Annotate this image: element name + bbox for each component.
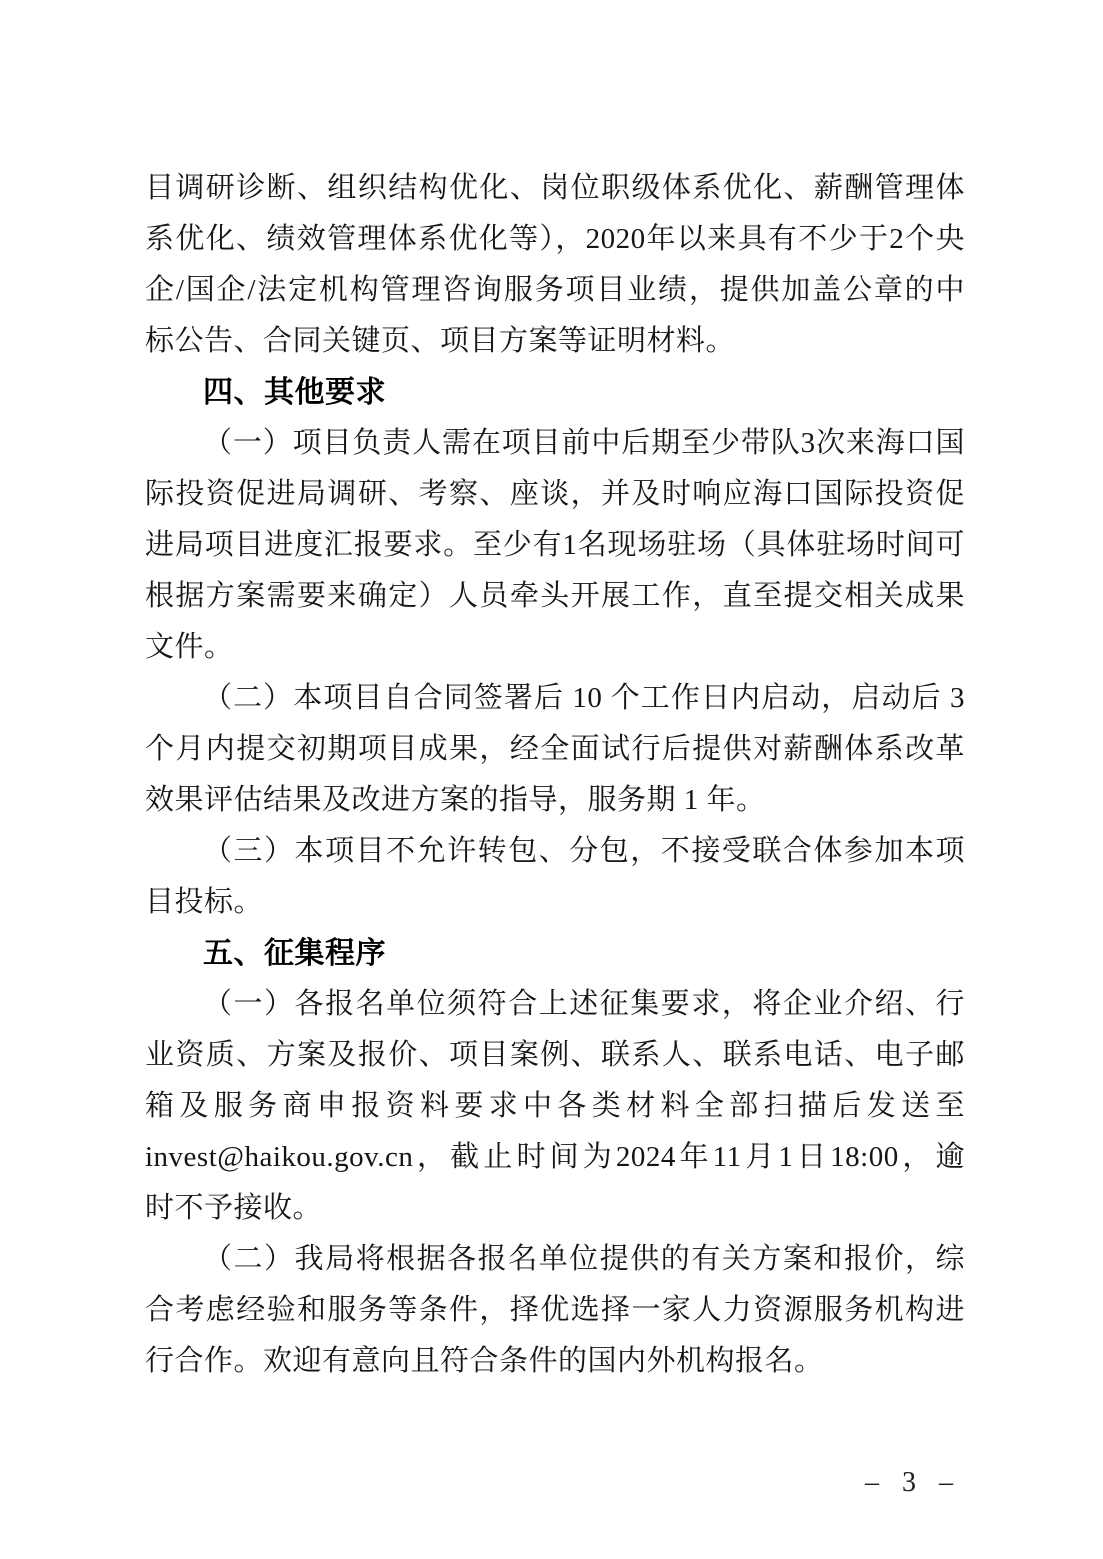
text-line: 箱及服务商申报资料要求中各类材料全部扫描后发送至 <box>145 1090 965 1122</box>
text-line: 系优化、绩效管理体系优化等），2020年以来具有不少于2个央 <box>145 223 965 255</box>
text-line: 效果评估结果及改进方案的指导，服务期 1 年。 <box>145 784 766 816</box>
text-line: 个月内提交初期项目成果，经全面试行后提供对薪酬体系改革 <box>145 733 965 765</box>
text-line: 时不予接收。 <box>145 1192 323 1224</box>
text-line: invest@haikou.gov.cn，截止时间为2024年11月1日18:00，逾 <box>145 1141 965 1173</box>
text-line: 企/国企/法定机构管理咨询服务项目业绩，提供加盖公章的中 <box>145 274 965 306</box>
text-line: 根据方案需要来确定）人员牵头开展工作，直至提交相关成果 <box>145 580 965 612</box>
section-heading: 四、其他要求 <box>203 376 386 409</box>
page-number: – 3 – <box>865 1467 960 1498</box>
text-line: （一）各报名单位须符合上述征集要求，将企业介绍、行 <box>203 988 965 1020</box>
text-line: 标公告、合同关键页、项目方案等证明材料。 <box>145 325 736 357</box>
section-heading: 五、征集程序 <box>203 937 386 970</box>
text-line: 际投资促进局调研、考察、座谈，并及时响应海口国际投资促 <box>145 478 965 510</box>
text-line: 目调研诊断、组织结构优化、岗位职级体系优化、薪酬管理体 <box>145 172 965 204</box>
text-line: 行合作。欢迎有意向且符合条件的国内外机构报名。 <box>145 1345 824 1377</box>
document-body <box>145 163 965 1387</box>
text-line: 目投标。 <box>145 886 264 918</box>
text-line: （一）项目负责人需在项目前中后期至少带队3次来海口国 <box>203 427 965 459</box>
text-line: （三）本项目不允许转包、分包，不接受联合体参加本项 <box>203 835 965 867</box>
text-line: 业资质、方案及报价、项目案例、联系人、联系电话、电子邮 <box>145 1039 965 1071</box>
text-line: 合考虑经验和服务等条件，择优选择一家人力资源服务机构进 <box>145 1294 965 1326</box>
text-line: （二）我局将根据各报名单位提供的有关方案和报价，综 <box>203 1243 965 1275</box>
text-line: 文件。 <box>145 631 234 663</box>
text-line: （二）本项目自合同签署后 10 个工作日内启动，启动后 3 <box>203 682 965 714</box>
text-line: 进局项目进度汇报要求。至少有1名现场驻场（具体驻场时间可 <box>145 529 965 561</box>
